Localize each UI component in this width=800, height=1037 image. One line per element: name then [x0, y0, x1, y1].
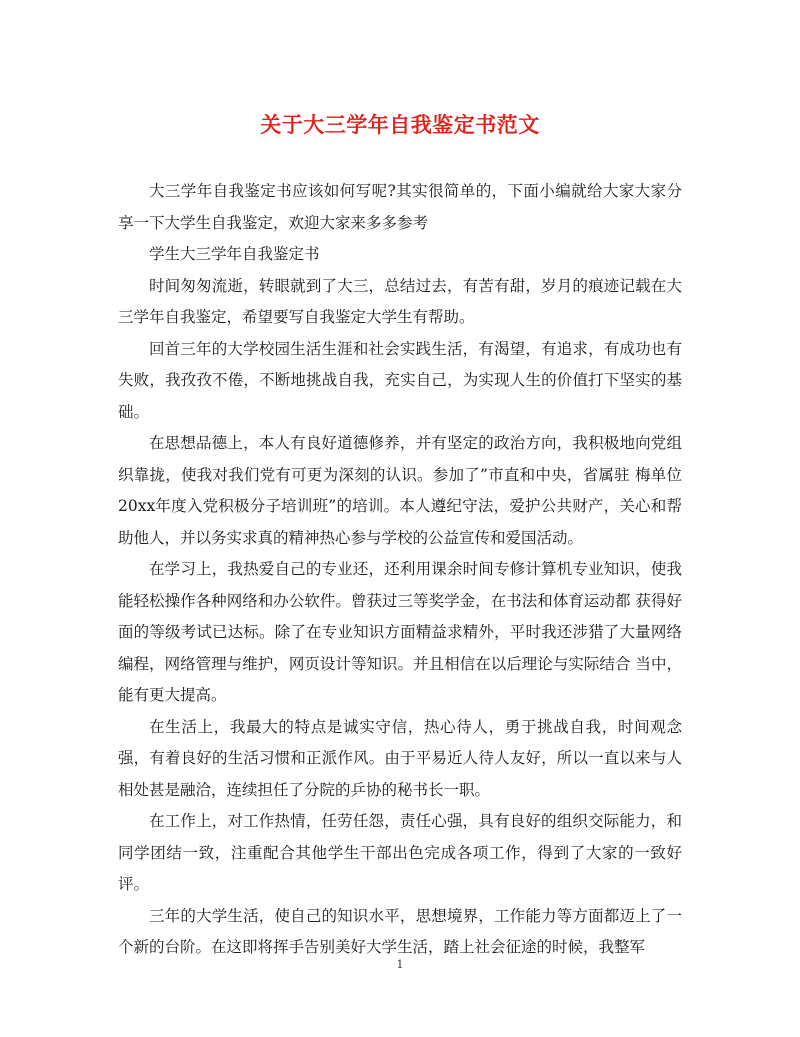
intro-paragraph: 大三学年自我鉴定书应该如何写呢?其实很简单的，下面小编就给大家大家分享一下大学生自我鉴定，欢迎大家来多多参考 [118, 182, 682, 232]
paragraph: 在学习上，我热爱自己的专业还，还利用课余时间专修计算机专业知识，使我能轻松操作各种网络和办公软件。曾获过三等奖学金，在书法和体育运动都 获得好面的等级考试已达标。除了在专业知识方面精益求精外，平时我还涉猎了大量网络编程，网络管理与维护，网页设计等知识。并且相信在以后理论与实际结合 当中，能有更大提高。 [118, 560, 682, 704]
paragraph: 回首三年的大学校园生活生涯和社会实践生活，有渴望，有追求，有成功也有失败，我孜孜不倦，不断地挑战自我，充实自己，为实现人生的价值打下坚实的基础。 [118, 339, 682, 421]
paragraph: 在工作上，对工作热情，任劳任怨，责任心强，具有良好的组织交际能力，和同学团结一致，注重配合其他学生干部出色完成各项工作，得到了大家的一致好评。 [118, 812, 682, 893]
section-heading: 学生大三学年自我鉴定书 [149, 245, 320, 263]
document-title: 关于大三学年自我鉴定书范文 [260, 112, 540, 137]
paragraph: 时间匆匆流逝，转眼就到了大三，总结过去，有苦有甜，岁月的痕迹记载在大三学年自我鉴定，希望要写自我鉴定大学生有帮助。 [118, 276, 682, 326]
document-body [118, 176, 682, 964]
paragraph: 三年的大学生活，使自己的知识水平，思想境界，工作能力等方面都迈上了一个新的台阶。在这即将挥手告别美好大学生活，踏上社会征途的时候，我整军 [118, 906, 682, 956]
paragraph: 在生活上，我最大的特点是诚实守信，热心待人，勇于挑战自我，时间观念强，有着良好的生活习惯和正派作风。由于平易近人待人友好，所以一直以来与人相处甚是融洽，连续担任了分院的乒协的秘书长一职。 [118, 717, 682, 799]
paragraph: 在思想品德上，本人有良好道德修养，并有坚定的政治方向，我积极地向党组织靠拢，使我对我们党有可更为深刻的认识。参加了”市直和中央，省属驻 梅单位20xx年度入党积极分子培训班”的培训。本人遵纪守法，爱护公共财产，关心和帮助他人，并以务实求真的精神热心参与学校的公益宣传和爱国活动。 [118, 434, 682, 547]
page-number: 1 [396, 958, 404, 971]
